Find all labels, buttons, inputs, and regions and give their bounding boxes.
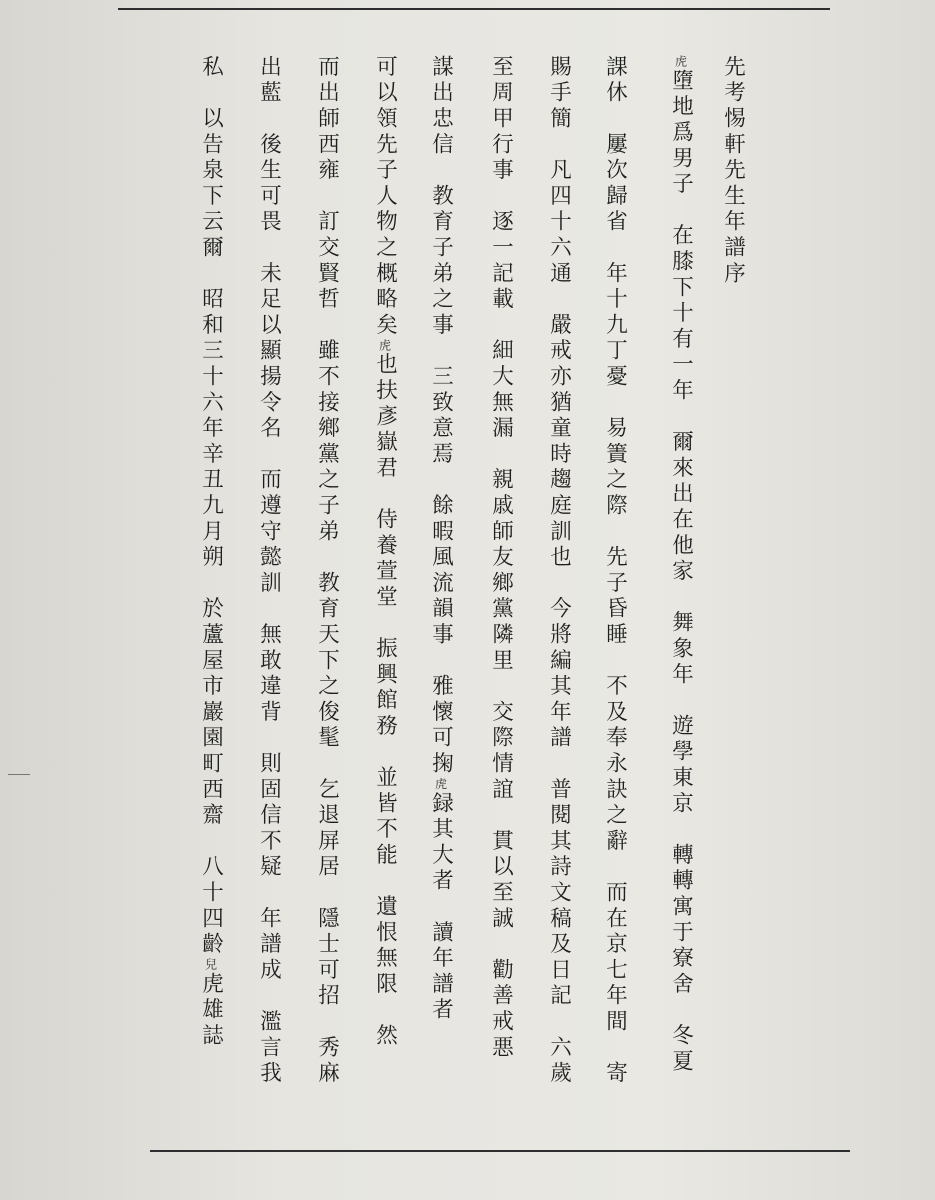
column-text: 墮地爲男子 在膝下十有一年 爾來出在他家 舞象年 遊學東京 轉轉寓于寮舍 冬夏 xyxy=(668,69,694,1076)
title-text: 先考惕軒先生年譜序 xyxy=(720,55,746,288)
text-column-5 xyxy=(430,55,452,1024)
column-text: 而出師西雍 訂交賢哲 雖不接鄉黨之子弟 教育天下之俊髦 乞退屏居 隱士可招 秀麻 xyxy=(314,55,340,1087)
text-column-6 xyxy=(374,55,396,1049)
title-column xyxy=(722,55,744,287)
column-text: 私 以告泉下云爾 昭和三十六年辛丑九月朔 於蘆屋市巖園町西齋 八十四齡 xyxy=(198,55,224,958)
top-rule xyxy=(118,8,830,10)
column-text-cont: 也扶彥嶽君 侍養萱堂 振興館務 並皆不能 遺恨無限 然 xyxy=(372,352,398,1050)
column-text-cont: 録其大者 讀年譜者 xyxy=(428,791,454,1024)
small-mark: 虎 xyxy=(377,338,392,353)
small-mark: 虎 xyxy=(433,777,448,792)
text-column-1 xyxy=(670,55,692,1075)
column-text: 課休 屢次歸省 年十九丁憂 易簀之際 先子昏睡 不及奉永訣之辭 而在京七年間 寄 xyxy=(602,55,628,1087)
text-column-8 xyxy=(258,55,280,1087)
column-text-cont: 虎雄誌 xyxy=(198,972,224,1050)
margin-tick xyxy=(8,774,30,775)
text-column-4 xyxy=(490,55,512,1061)
text-column-2 xyxy=(604,55,626,1087)
column-text: 至周甲行事 逐一記載 細大無漏 親戚師友鄉黨隣里 交際情誼 貫以至誠 勸善戒悪 xyxy=(488,55,514,1062)
column-text: 出藍 後生可畏 未足以顯揚令名 而遵守懿訓 無敢違背 則固信不疑 年譜成 濫言我 xyxy=(256,55,282,1087)
small-mark: 虎 xyxy=(673,55,688,69)
small-mark: 兒 xyxy=(203,958,218,972)
bottom-rule xyxy=(150,1150,850,1152)
column-text: 賜手簡 凡四十六通 嚴戒亦猶童時趨庭訓也 今將編其年譜 普閱其詩文稿及日記 六歲 xyxy=(546,55,572,1087)
column-text: 謀出忠信 教育子弟之事 三致意焉 餘暇風流韻事 雅懷可掬 xyxy=(428,55,454,778)
column-text: 可以領先子人物之概略矣 xyxy=(372,55,398,339)
text-column-7 xyxy=(316,55,338,1087)
text-column-9 xyxy=(200,55,222,1049)
text-column-3 xyxy=(548,55,570,1087)
